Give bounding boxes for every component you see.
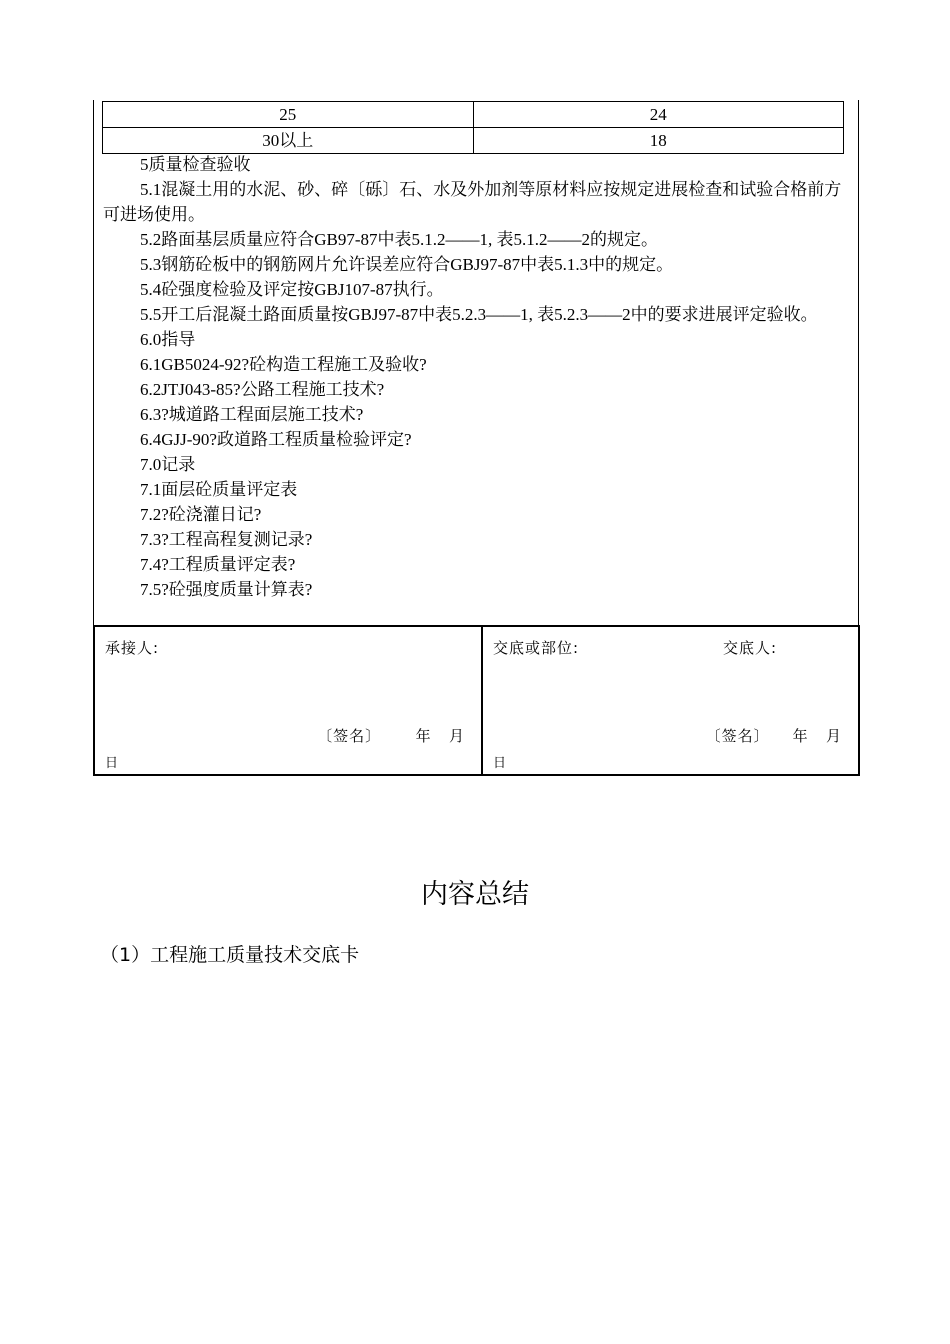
paragraph: 5.1混凝土用的水泥、砂、碎〔砾〕石、水及外加剂等原材料应按规定进展检查和试验合格前方可进场使用。 (103, 180, 842, 224)
paragraph: 6.0指导 (140, 330, 196, 349)
table-cell: 25 (103, 102, 474, 128)
paragraph: 5.3钢筋砼板中的钢筋网片允许误差应符合GBJ97-87中表5.1.3中的规定。 (140, 255, 674, 274)
paragraph: 5.2路面基层质量应符合GB97-87中表5.1.2——1, 表5.1.2——2的规定。 (140, 230, 659, 249)
paragraph: 7.5?砼强度质量计算表? (140, 580, 313, 599)
paragraph: 7.4?工程质量评定表? (140, 555, 296, 574)
handover-cell (482, 626, 859, 775)
table-row (103, 128, 844, 154)
paragraph: 5.4砼强度检验及评定按GBJ107-87执行。 (140, 280, 444, 299)
strength-table (102, 101, 844, 154)
paragraph: 6.2JTJ043-85?公路工程施工技术? (140, 380, 385, 399)
paragraph: 6.3?城道路工程面层施工技术? (140, 405, 364, 424)
paragraph: 7.0记录 (140, 455, 196, 474)
table-cell: 24 (473, 102, 844, 128)
table-row (103, 102, 844, 128)
summary-title: 内容总结 (421, 879, 529, 910)
receiver-signature-line: 〔签名〕 年 月 (317, 727, 465, 745)
handover-part-label: 交底或部位: (493, 639, 580, 657)
receiver-day-label: 日 (105, 756, 119, 771)
receiver-label: 承接人: (105, 639, 160, 657)
table-cell: 18 (473, 128, 844, 154)
paragraph: 6.1GB5024-92?砼构造工程施工及验收? (140, 355, 427, 374)
paragraph: 7.2?砼浇灌日记? (140, 505, 262, 524)
signature-row (94, 626, 859, 775)
paragraph: 5质量检查验收 (140, 155, 251, 174)
handover-person-label: 交底人: (723, 639, 778, 657)
paragraph: 5.5开工后混凝土路面质量按GBJ97-87中表5.2.3——1, 表5.2.3——2中的要求进展评定验收。 (140, 305, 818, 324)
table-cell: 30以上 (103, 128, 474, 154)
handover-signature-line: 〔签名〕 年 月 (705, 727, 842, 745)
paragraph: 6.4GJJ-90?政道路工程质量检验评定? (140, 430, 412, 449)
summary-item: （1）工程施工质量技术交底卡 (100, 944, 360, 966)
paragraph: 7.1面层砼质量评定表 (140, 480, 298, 499)
signature-table (93, 625, 860, 776)
handover-day-label: 日 (493, 756, 507, 771)
receiver-cell (94, 626, 482, 775)
body-text (103, 152, 853, 602)
paragraph: 7.3?工程高程复测记录? (140, 530, 313, 549)
